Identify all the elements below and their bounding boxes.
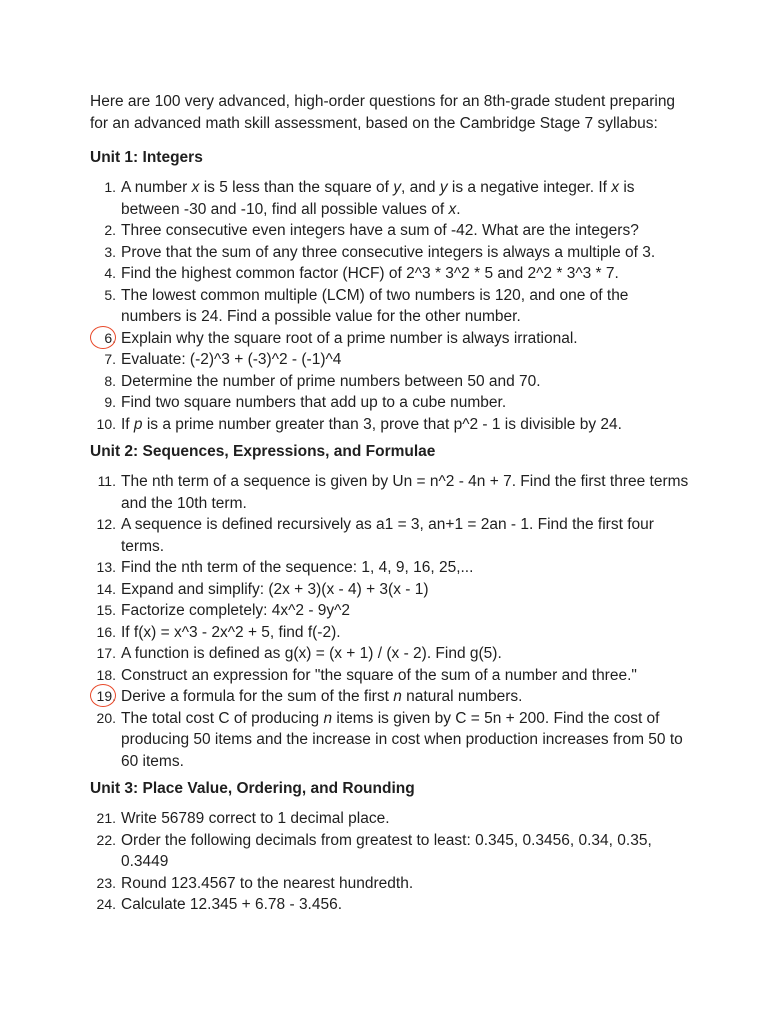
list-item — [90, 263, 690, 285]
question-text: Expand and simplify: (2x + 3)(x - 4) + 3(x - 1) — [121, 580, 429, 598]
list-item — [90, 894, 690, 916]
question-list — [90, 471, 690, 772]
question-text: A sequence is defined recursively as a1 = 3, an+1 = 2an - 1. Find the first four terms. — [121, 516, 654, 555]
list-item — [90, 808, 690, 830]
circled-question-number: 19. — [90, 686, 116, 708]
list-item — [90, 873, 690, 895]
question-number: 11. — [97, 473, 116, 489]
question-number: 8. — [104, 372, 116, 389]
question-text: If p is a prime number greater than 3, prove that p^2 - 1 is divisible by 24. — [121, 415, 622, 433]
list-item — [90, 830, 690, 873]
question-number: 3. — [104, 243, 116, 260]
list-item — [90, 220, 690, 242]
question-text: The total cost C of producing n items is given by C = 5n + 200. Find the cost of producing 50 items and the increase in cost when production increases from 50 to 60 items. — [121, 709, 683, 770]
list-item — [90, 665, 690, 687]
question-number: 13. — [96, 559, 116, 575]
question-number: 20. — [96, 709, 116, 726]
question-text: Find the highest common factor (HCF) of 2^3 * 3^2 * 5 and 2^2 * 3^3 * 7. — [121, 265, 619, 282]
question-number: 17. — [96, 645, 116, 661]
question-text: Derive a formula for the sum of the first n natural numbers. — [121, 688, 523, 705]
list-item — [90, 328, 690, 350]
question-list — [90, 808, 690, 916]
question-number: 1. — [104, 179, 116, 195]
list-item — [90, 414, 690, 436]
list-item — [90, 600, 690, 622]
question-number: 9. — [104, 394, 116, 410]
list-item — [90, 622, 690, 644]
question-text: Construct an expression for "the square of the sum of a number and three." — [121, 666, 637, 684]
list-item — [90, 371, 690, 393]
question-text: A function is defined as g(x) = (x + 1) / (x - 2). Find g(5). — [121, 645, 502, 662]
question-text: The lowest common multiple (LCM) of two numbers is 120, and one of the numbers is 24. Find a possible value for the other number. — [121, 286, 629, 325]
question-text: Explain why the square root of a prime number is always irrational. — [121, 329, 578, 347]
question-number: 12. — [96, 516, 116, 532]
question-number: 18. — [96, 666, 116, 683]
question-number: 16. — [96, 623, 116, 640]
question-text: Determine the number of prime numbers between 50 and 70. — [121, 372, 541, 390]
list-item — [90, 686, 690, 708]
question-text: Write 56789 correct to 1 decimal place. — [121, 810, 390, 827]
question-text: Evaluate: (-2)^3 + (-3)^2 - (-1)^4 — [121, 351, 342, 368]
question-text: Three consecutive even integers have a sum of -42. What are the integers? — [121, 222, 639, 239]
question-number: 22. — [96, 831, 116, 848]
question-text: Order the following decimals from greatest to least: 0.345, 0.3456, 0.34, 0.35, 0.3449 — [121, 831, 652, 870]
question-number: 7. — [104, 351, 116, 367]
document-page — [90, 91, 690, 922]
list-item — [90, 177, 690, 220]
list-item — [90, 579, 690, 601]
question-text: The nth term of a sequence is given by Un = n^2 - 4n + 7. Find the first three terms and the 10th term. — [121, 473, 689, 512]
question-number: 5. — [104, 286, 116, 303]
question-text: Find the nth term of the sequence: 1, 4, 9, 16, 25,... — [121, 559, 474, 576]
unit-heading: Unit 3: Place Value, Ordering, and Rounding — [90, 780, 415, 797]
list-item — [90, 557, 690, 579]
list-item — [90, 349, 690, 371]
question-number: 10. — [96, 415, 116, 432]
question-text: Factorize completely: 4x^2 - 9y^2 — [121, 602, 351, 619]
question-text: Calculate 12.345 + 6.78 - 3.456. — [121, 896, 343, 913]
question-text: A number x is 5 less than the square of y, and y is a negative integer. If x is between -30 and -10, find all possible values of x. — [121, 179, 635, 218]
list-item — [90, 643, 690, 665]
intro-paragraph: Here are 100 very advanced, high-order questions for an 8th-grade student preparing for an advanced math skill assessment, based on the Cambridge Stage 7 syllabus: — [90, 93, 676, 132]
question-number: 4. — [104, 265, 116, 281]
list-item — [90, 471, 690, 514]
question-number: 15. — [96, 602, 116, 618]
question-text: If f(x) = x^3 - 2x^2 + 5, find f(-2). — [121, 623, 341, 641]
unit-heading: Unit 1: Integers — [90, 149, 203, 166]
question-number: 21. — [96, 810, 116, 826]
question-number: 2. — [104, 222, 116, 238]
circled-question-number: 6. — [90, 328, 116, 350]
question-text: Prove that the sum of any three consecutive integers is always a multiple of 3. — [121, 243, 656, 261]
list-item — [90, 285, 690, 328]
list-item — [90, 242, 690, 264]
question-text: Find two square numbers that add up to a cube number. — [121, 394, 507, 411]
list-item — [90, 708, 690, 773]
question-number: 23. — [96, 874, 116, 891]
question-list — [90, 177, 690, 435]
units-container — [90, 147, 690, 916]
question-number: 14. — [96, 580, 116, 597]
list-item — [90, 392, 690, 414]
question-text: Round 123.4567 to the nearest hundredth. — [121, 874, 414, 892]
unit-heading: Unit 2: Sequences, Expressions, and Formulae — [90, 443, 436, 460]
list-item — [90, 514, 690, 557]
question-number: 24. — [96, 896, 116, 912]
